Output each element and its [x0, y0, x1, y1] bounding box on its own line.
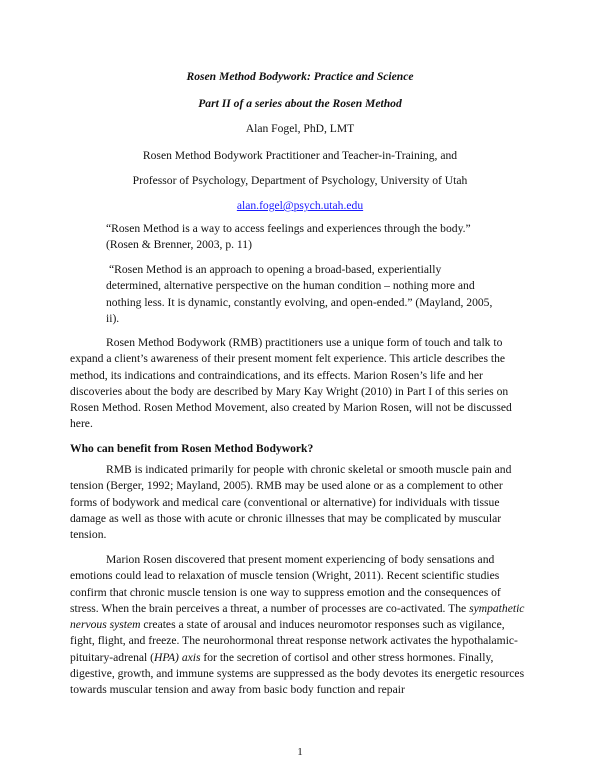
epigraph-quote-1: “Rosen Method is a way to access feelings and experiences through the body.” (Rosen & Brenner, 2003, p. 11): [106, 222, 471, 252]
paragraph-2-text-a: Marion Rosen discovered that present moment experiencing of body sensations and emotions could lead to relaxation of muscle tension (Wright, 2011). Recent scientific studies confirm that chronic muscle tension is one way to suppress emotion and the consequences of stress. When the brain perceives a threat, a number of processes are co-activated. The: [70, 553, 501, 615]
term-hpa-axis: HPA) axis: [154, 650, 201, 664]
author-email-line: [0, 199, 600, 213]
paragraph-2-text-c: for the secretion of cortisol and other stress hormones. Finally, digestive, growth, and immune systems are suppressed as the body devotes its energetic resources towards muscular tension and away from basic body function and repair: [70, 650, 525, 697]
page-number: 1: [297, 746, 303, 758]
term-sympathetic-nervous-system: sympathetic nervous system: [70, 601, 525, 632]
document-title: Rosen Method Bodywork: Practice and Science: [186, 70, 414, 83]
author-affiliation-1: Rosen Method Bodywork Practitioner and Teacher-in-Training, and: [142, 149, 458, 162]
section-heading: Who can benefit from Rosen Method Bodywork?: [70, 442, 314, 455]
body-paragraph-1: RMB is indicated primarily for people with chronic skeletal or smooth muscle pain and tension (Berger, 1992; Mayland, 2005). RMB may be used alone or as a complement to other forms of bodywork and medical care (conventional or alternative) for individuals with tissue damage as well as those with acute or chronic illnesses that may be complicated by muscular tension.: [70, 463, 512, 542]
body-paragraph-2: [70, 552, 532, 699]
document-subtitle: Part II of a series about the Rosen Method: [198, 97, 402, 110]
author-email-link[interactable]: alan.fogel@psych.utah.edu: [236, 199, 364, 212]
paragraph-2-text-b: creates a state of arousal and induces neuromotor responses such as vigilance, fight, flight, and freeze. The neurohormonal threat response network activates the hypothalamic-pituitary-adrenal (: [70, 618, 518, 664]
author-name: Alan Fogel, PhD, LMT: [245, 122, 355, 135]
intro-paragraph: Rosen Method Bodywork (RMB) practitioners use a unique form of touch and talk to expand a client’s awareness of their present moment felt experience. This article describes the method, its indications and contraindications, and its effects. Marion Rosen’s life and her discoveries about the body are described by Mary Kay Wright (2010) in Part I of this series on Rosen Method. Rosen Method Movement, also created by Marion Rosen, will not be discussed here.: [70, 336, 512, 431]
epigraph-quote-2: “Rosen Method is an approach to opening a broad-based, experientially determined, alternative perspective on the human condition – nothing more and nothing less. It is dynamic, constantly evolving, and open-ended.” (Mayland, 2005, ii).: [106, 263, 493, 325]
author-affiliation-2: Professor of Psychology, Department of Psychology, University of Utah: [132, 174, 468, 187]
